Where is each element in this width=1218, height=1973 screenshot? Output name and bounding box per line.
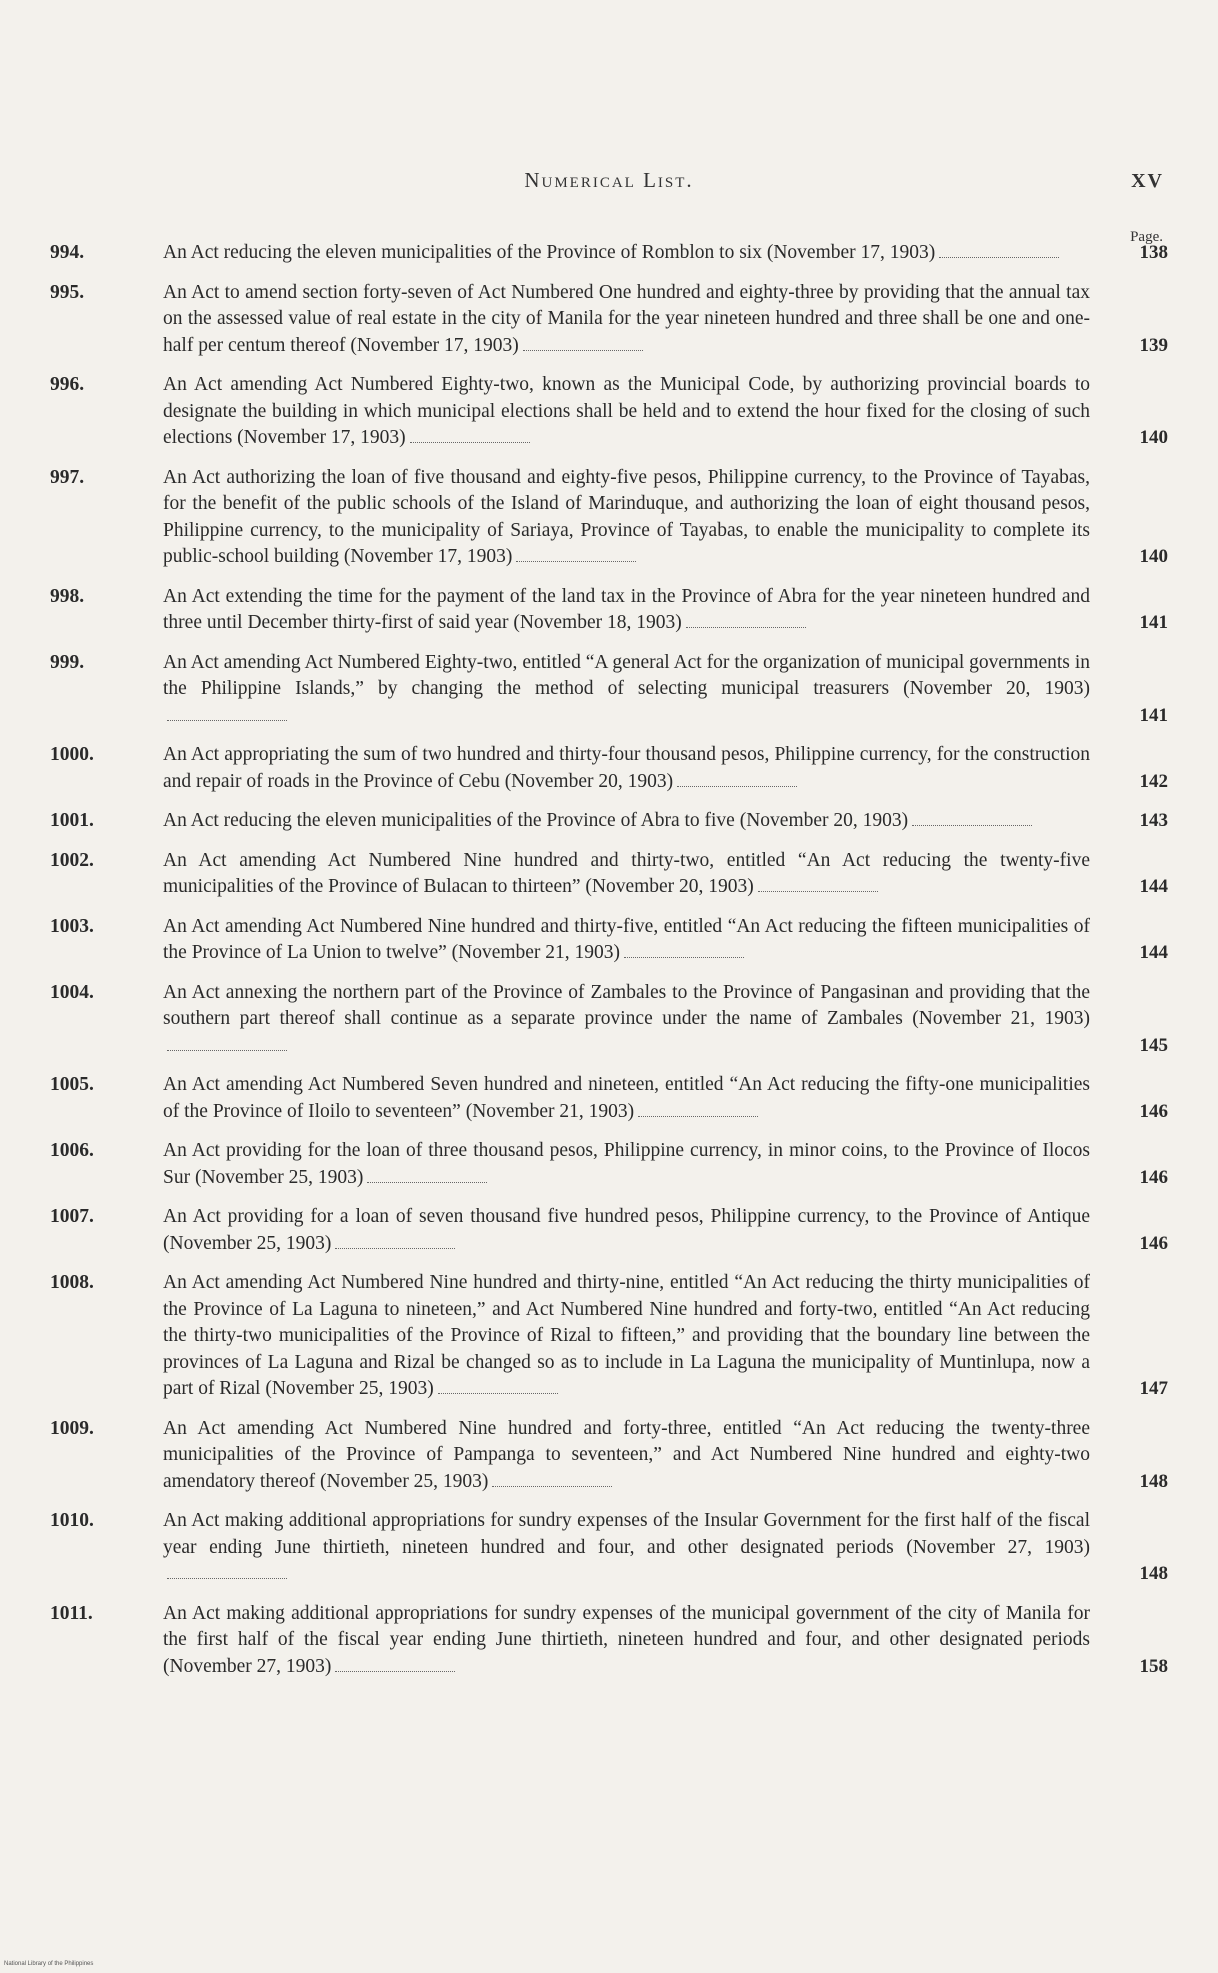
entry-number: 1006. (50, 1140, 94, 1161)
entry-title: An Act amending Act Numbered Eighty-two, known as the Municipal Code, by authorizing provincial boards to designate the building in which municipal elections shall be held and to extend the hour fixed for the closing of such elections (November 17, 1903) (163, 374, 1090, 448)
entry-number: 1003. (50, 915, 94, 937)
entry-page-number: 141 (1139, 612, 1168, 633)
entry-page-number: 138 (1139, 242, 1168, 263)
entry-title: An Act amending Act Numbered Nine hundred and forty-three, entitled “An Act reducing the twenty-three municipalities of the Province of Pampanga to seventeen,” and Act Numbered Nine hundred and eighty-two amendatory thereof (November 25, 1903) (163, 1417, 1090, 1492)
entry-number: 1010. (50, 1510, 94, 1531)
page-column-label: Page. (1130, 229, 1163, 245)
page-numeral: XV (1131, 170, 1164, 192)
list-item (50, 914, 1168, 967)
list-item (50, 372, 1168, 452)
leader-dots (624, 951, 744, 958)
entry-page-number: 145 (1139, 1034, 1168, 1056)
leader-dots (167, 714, 287, 721)
entry-page-number: 148 (1139, 1470, 1168, 1492)
list-item (50, 1138, 1168, 1191)
entry-text (50, 914, 1090, 967)
entry-number: 999. (50, 651, 85, 673)
entry-page-number: 158 (1139, 1655, 1168, 1677)
list-item (50, 1072, 1168, 1125)
entry-text (50, 584, 1090, 637)
entry-text (50, 1416, 1090, 1496)
entry-number: 994. (50, 242, 85, 263)
entry-title: An Act amending Act Numbered Nine hundred and thirty-two, entitled “An Act reducing the twenty-five municipalities of the Province of Bulacan to thirteen” (November 20, 1903) (163, 849, 1090, 897)
entry-text (50, 742, 1090, 795)
entry-page-number: 140 (1139, 427, 1168, 448)
entry-title: An Act reducing the eleven municipalities of the Province of Abra to five (November 20, 1903) (163, 810, 909, 831)
entry-number: 1007. (50, 1206, 94, 1227)
list-item (50, 240, 1168, 267)
leader-dots (677, 780, 797, 787)
footer-credit: National Library of the Philippines (4, 1961, 94, 1967)
leader-dots (335, 1665, 455, 1672)
entry-page-number: 146 (1139, 1232, 1168, 1254)
leader-dots (335, 1242, 455, 1249)
entry-title: An Act making additional appropriations for sundry expenses of the Insular Government for the first half of the fiscal year ending June thirtieth, nineteen hundred and four, and other designated periods (November 27, 1903) (163, 1510, 1090, 1558)
entry-text (50, 808, 1090, 835)
entry-title: An Act amending Act Numbered Seven hundred and nineteen, entitled “An Act reducing the fifty-one municipalities of the Province of Iloilo to seventeen” (November 21, 1903) (163, 1074, 1090, 1122)
entry-page-number: 143 (1139, 810, 1168, 831)
entry-page-number: 144 (1139, 942, 1168, 963)
list-item (50, 848, 1168, 901)
entry-title: An Act annexing the northern part of the Province of Zambales to the Province of Pangasinan and providing that the southern part thereof shall continue as a separate province under the name of Zambales (November 21, 1903) (163, 981, 1090, 1029)
page-title: Numerical List. (524, 168, 694, 192)
entry-page-number: 146 (1139, 1100, 1168, 1122)
entry-number: 1004. (50, 981, 94, 1003)
leader-dots (686, 621, 806, 628)
entry-text (50, 1601, 1090, 1681)
leader-dots (638, 1110, 758, 1117)
entry-page-number: 146 (1139, 1166, 1168, 1188)
leader-dots (367, 1176, 487, 1183)
entry-text (50, 980, 1090, 1060)
list-item (50, 808, 1168, 835)
entry-title: An Act providing for a loan of seven thousand five hundred pesos, Philippine currency, to the Province of Antique (November 25, 1903) (163, 1206, 1090, 1254)
leader-dots (410, 436, 530, 443)
entry-page-number: 142 (1139, 770, 1168, 792)
leader-dots (167, 1572, 287, 1579)
leader-dots (912, 819, 1032, 826)
leader-dots (939, 251, 1059, 258)
list-item (50, 584, 1168, 637)
entry-title: An Act making additional appropriations for sundry expenses of the municipal government of the city of Manila for the first half of the fiscal year ending June thirtieth, nineteen hundred and four, and other designated periods (November 27, 1903) (163, 1602, 1090, 1677)
entry-title: An Act to amend section forty-seven of Act Numbered One hundred and eighty-three by providing that the annual tax on the assessed value of real estate in the city of Manila for the year nineteen hundred and three shall be one and one-half per centum thereof (November 17, 1903) (163, 281, 1090, 356)
list-item (50, 1270, 1168, 1403)
entry-text (50, 1072, 1090, 1125)
list-item (50, 650, 1168, 730)
leader-dots (492, 1480, 612, 1487)
entry-page-number: 139 (1139, 334, 1168, 356)
list-item (50, 280, 1168, 360)
leader-dots (523, 344, 643, 351)
entry-text (50, 1138, 1090, 1191)
entry-number: 1002. (50, 849, 94, 871)
entry-title: An Act amending Act Numbered Nine hundred and thirty-nine, entitled “An Act reducing the thirty municipalities of the Province of La Laguna to nineteen,” and Act Numbered Nine hundred and forty-two, entitled “An Act reducing the thirty-two municipalities of the Province of Rizal to fifteen,” and providing that the boundary line between the provinces of La Laguna and Rizal be changed so as to include in La Laguna the municipality of Muntinlupa, now a part of Rizal (November 25, 1903) (163, 1272, 1090, 1399)
entry-text (50, 650, 1090, 730)
entries-list (50, 240, 1168, 1693)
leader-dots (516, 555, 636, 562)
leader-dots (758, 885, 878, 892)
entry-number: 1000. (50, 744, 94, 765)
leader-dots (167, 1044, 287, 1051)
leader-dots (438, 1387, 558, 1394)
entry-page-number: 140 (1139, 546, 1168, 567)
entry-title: An Act extending the time for the payment of the land tax in the Province of Abra for the year nineteen hundred and three until December thirty-first of said year (November 18, 1903) (163, 585, 1090, 633)
entry-page-number: 144 (1139, 876, 1168, 897)
entry-title: An Act authorizing the loan of five thousand and eighty-five pesos, Philippine currency, to the Province of Tayabas, for the benefit of the public schools of the Island of Marinduque, and authorizing the loan of eight thousand pesos, Philippine currency, to the municipality of Sariaya, Province of Tayabas, to enable the municipality to complete its public-school building (November 17, 1903) (163, 466, 1090, 567)
entry-text (50, 1204, 1090, 1257)
entry-title: An Act appropriating the sum of two hundred and thirty-four thousand pesos, Philippine currency, for the construction and repair of roads in the Province of Cebu (November 20, 1903) (163, 744, 1090, 792)
running-head (0, 168, 1218, 198)
entry-number: 1009. (50, 1417, 94, 1439)
list-item (50, 1508, 1168, 1588)
list-item (50, 742, 1168, 795)
entry-page-number: 148 (1139, 1563, 1168, 1584)
entry-number: 997. (50, 466, 85, 488)
entry-text (50, 240, 1090, 267)
entry-number: 1011. (50, 1602, 93, 1624)
entry-title: An Act reducing the eleven municipalities of the Province of Romblon to six (November 17, 1903) (163, 242, 936, 263)
list-item (50, 980, 1168, 1060)
list-item (50, 1601, 1168, 1681)
entry-number: 998. (50, 585, 85, 607)
entry-page-number: 147 (1139, 1378, 1168, 1399)
entry-number: 996. (50, 374, 85, 395)
list-item (50, 1204, 1168, 1257)
entry-title: An Act amending Act Numbered Nine hundred and thirty-five, entitled “An Act reducing the fifteen municipalities of the Province of La Union to twelve” (November 21, 1903) (163, 915, 1090, 963)
list-item (50, 465, 1168, 571)
entry-number: 1001. (50, 810, 94, 831)
entry-text (50, 280, 1090, 360)
entry-page-number: 141 (1139, 704, 1168, 726)
entry-text (50, 848, 1090, 901)
entry-text (50, 372, 1090, 452)
entry-title: An Act providing for the loan of three thousand pesos, Philippine currency, in minor coins, to the Province of Ilocos Sur (November 25, 1903) (163, 1140, 1090, 1188)
entry-number: 1005. (50, 1074, 94, 1095)
entry-number: 995. (50, 281, 85, 303)
entry-text (50, 1270, 1090, 1403)
entry-number: 1008. (50, 1272, 94, 1293)
entry-text (50, 1508, 1090, 1588)
list-item (50, 1416, 1168, 1496)
entry-title: An Act amending Act Numbered Eighty-two, entitled “A general Act for the organization of municipal governments in the Philippine Islands,” by changing the method of selecting municipal treasurers (November 20, 1903) (163, 651, 1090, 699)
entry-text (50, 465, 1090, 571)
